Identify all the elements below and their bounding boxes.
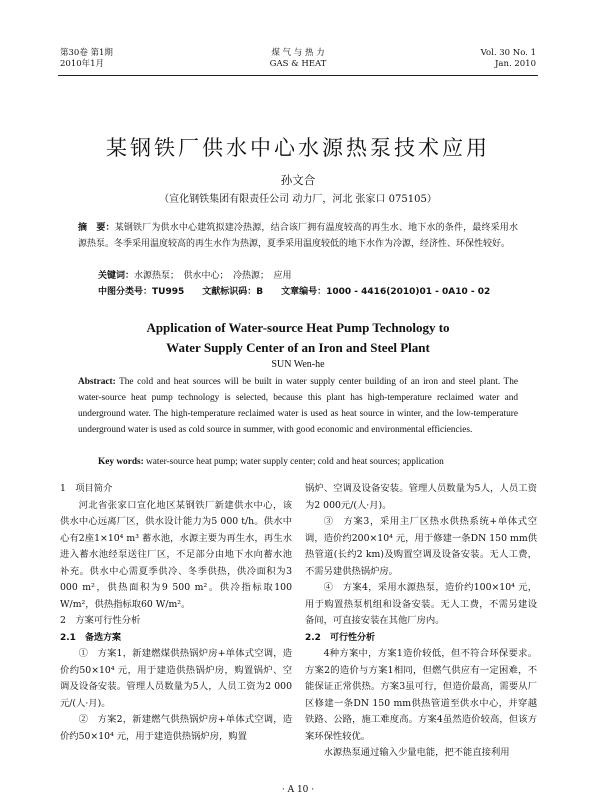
body-right-column [305, 481, 537, 762]
journal-name-en: GAS & HEAT [269, 59, 327, 69]
journal-issue-en [481, 48, 536, 70]
section-1-title: 1 项目简介 [60, 483, 113, 494]
header-rule [58, 75, 538, 76]
section-1-paragraph: 河北省张家口宣化地区某钢铁厂新建供水中心，该供水中心远离厂区，供水设计能力为5 000 t/h。供水中心有2座1×10⁴ m³ 蓄水池，水源主要为再生水，再生水进入蓄水池经泵送往厂区，不足部分由地下水向蓄水池补充。供水中心需夏季供冷、冬季供热，供冷面积为3 000 m²，供热面积为9 500 m²。供冷指标取100 W/m²，供热指标取60 W/m²。 [60, 499, 292, 610]
option-4-paragraph: ④ 方案4，采用水源热泵，造价约100×10⁴ 元，用于购置热泵机组和设备安装。无人工费，不需另建设备间，可直接安装在其他厂房内。 [305, 582, 537, 626]
abstract-en [78, 374, 518, 438]
paper-title-en [0, 318, 596, 358]
journal-name-cn: 煤 气 与 热 力 [271, 48, 325, 58]
abstract-cn-label: 摘 要： [78, 223, 115, 233]
abstract-en-label: Abstract: [78, 377, 116, 387]
header-date-en: Jan. 2010 [495, 59, 536, 69]
option-3-paragraph: ③ 方案3，采用主厂区热水供热系统+单体式空调，造价约200×10⁴ 元，用于修建一条DN 150 mm供热管道(长约2 km)及购置空调及设备安装。无人工费，不需另建供热锅炉房。 [305, 516, 537, 577]
author-cn: 孙文合 [280, 173, 316, 187]
keywords-cn [98, 268, 538, 284]
section-2-2-title: 2.2 可行性分析 [305, 632, 375, 643]
section-2-1-title: 2.1 备选方案 [60, 632, 121, 643]
abstract-cn [78, 220, 518, 252]
option-1-paragraph: ① 方案1，新建燃煤供热锅炉房+单体式空调，造价约50×10⁴ 元，用于建造供热锅炉房，购置锅炉、空调及设备安装。管理人员数量为5人，人员工资为2 000元/(人·月)。 [60, 648, 292, 709]
paper-title-cn: 某钢铁厂供水中心水源热泵技术应用 [106, 136, 490, 160]
paper-title-en-line2: Water Supply Center of an Iron and Steel Plant [166, 340, 430, 355]
body-left-column [60, 481, 292, 745]
header-volume: 第30卷 第1期 [60, 48, 113, 58]
article-number: 文章编号：1000 - 4416(2010)01 - 0A10 - 02 [281, 287, 491, 297]
keywords-en-label: Key words: [98, 457, 144, 467]
section-2-title: 2 方案可行性分析 [60, 615, 141, 626]
clc-number: 中图分类号：TU995 [98, 287, 185, 297]
paper-title-en-line1: Application of Water-source Heat Pump Technology to [146, 320, 450, 335]
header-volume-en: Vol. 30 No. 1 [480, 48, 536, 58]
affiliation-cn: （宣化钢铁集团有限责任公司 动力厂，河北 张家口 075105） [159, 194, 437, 205]
abstract-en-text: The cold and heat sources will be built in water supply center building of an iron and steel plant. The water-source heat pump technology is selected, because this plant has high-temperature reclaimed water and underground water. The high-temperature reclaimed water is used as heat source in winter, and the low-temperature underground water is used as cold source in summer, with good economic and environmental efficiencies. [78, 377, 518, 435]
option-2-paragraph: ② 方案2，新建燃气供热锅炉房+单体式空调，造价约50×10⁴ 元，用于建造供热锅炉房，购置 [60, 714, 292, 742]
author-en: SUN Wen-he [271, 359, 325, 370]
feasibility-paragraph: 4种方案中，方案1造价较低，但不符合环保要求。方案2的造价与方案1相同，但燃气供应有一定困难，不能保证正常供热。方案3虽可行，但造价最高，需要从厂区修建一条DN 150 mm供热管道至供水中心，并穿越铁路、公路，施工难度高。方案4虽然造价较高，但该方案环保性较优。 [305, 648, 537, 742]
abstract-cn-text: 某钢铁厂为供水中心建筑拟建冷热源，结合该厂拥有温度较高的再生水、地下水的条件，最终采用水源热泵。冬季采用温度较高的再生水作为热源，夏季采用温度较低的地下水作为冷源，经济性、环保性较好。 [78, 223, 518, 249]
keywords-en-text: water-source heat pump; water supply center; cold and heat sources; application [143, 457, 444, 467]
page-number: · A 10 · [281, 785, 315, 795]
keywords-cn-label: 关键词： [98, 271, 135, 281]
keywords-en [98, 454, 518, 470]
heat-pump-paragraph: 水源热泵通过输入少量电能，把不能直接利用 [323, 747, 510, 758]
option-2-continuation: 锅炉、空调及设备安装。管理人员数量为5人，人员工资为2 000元/(人·月)。 [305, 483, 537, 511]
keywords-cn-text: 水源热泵； 供水中心； 冷热源； 应用 [134, 271, 292, 281]
header-date: 2010年1月 [60, 59, 105, 69]
document-code: 文献标识码：B [202, 287, 264, 297]
classification-meta [98, 284, 490, 297]
